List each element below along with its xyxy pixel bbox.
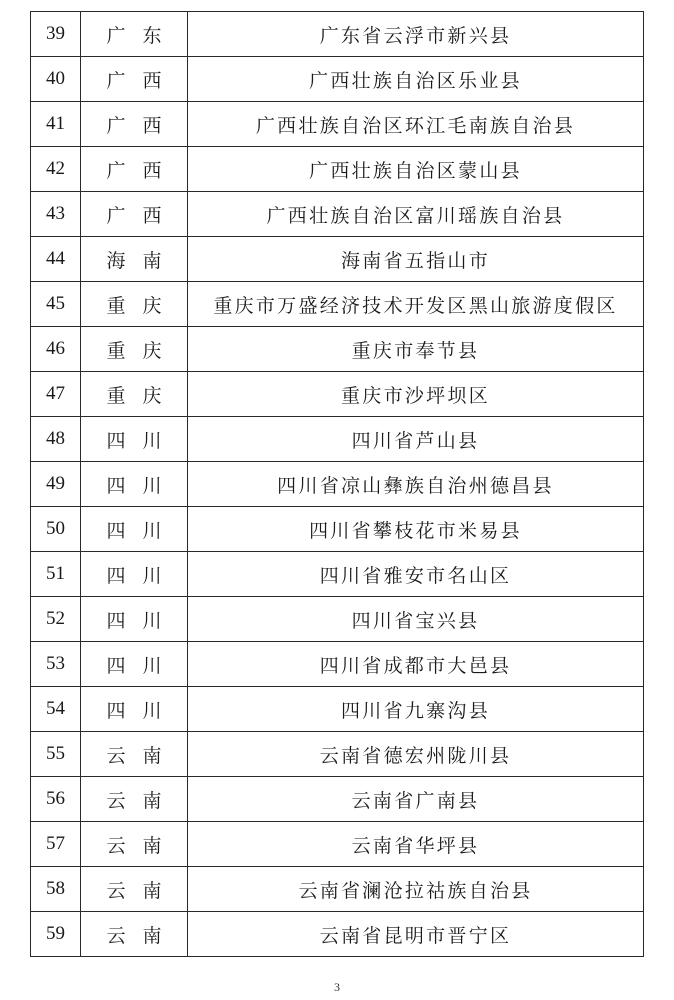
province-cell: 广西 <box>81 192 188 237</box>
region-name-cell: 云南省昆明市晋宁区 <box>188 912 644 957</box>
table-row <box>31 282 644 327</box>
table-row <box>31 552 644 597</box>
row-number-cell: 44 <box>31 237 81 282</box>
province-cell: 四川 <box>81 417 188 462</box>
province-cell: 海南 <box>81 237 188 282</box>
row-number-cell: 42 <box>31 147 81 192</box>
region-name-cell: 广西壮族自治区环江毛南族自治县 <box>188 102 644 147</box>
region-name-cell: 四川省九寨沟县 <box>188 687 644 732</box>
region-name-cell: 重庆市奉节县 <box>188 327 644 372</box>
table-row <box>31 372 644 417</box>
region-name-cell: 广东省云浮市新兴县 <box>188 12 644 57</box>
table-row <box>31 462 644 507</box>
province-cell: 广西 <box>81 147 188 192</box>
region-name-cell: 云南省广南县 <box>188 777 644 822</box>
table-row <box>31 12 644 57</box>
region-name-cell: 云南省澜沧拉祜族自治县 <box>188 867 644 912</box>
table-row <box>31 417 644 462</box>
region-name-cell: 四川省雅安市名山区 <box>188 552 644 597</box>
table-row <box>31 192 644 237</box>
row-number-cell: 45 <box>31 282 81 327</box>
row-number-cell: 41 <box>31 102 81 147</box>
province-cell: 云南 <box>81 867 188 912</box>
table-row <box>31 687 644 732</box>
table-row <box>31 507 644 552</box>
table-row <box>31 237 644 282</box>
region-name-cell: 重庆市沙坪坝区 <box>188 372 644 417</box>
region-name-cell: 云南省德宏州陇川县 <box>188 732 644 777</box>
row-number-cell: 56 <box>31 777 81 822</box>
region-name-cell: 云南省华坪县 <box>188 822 644 867</box>
province-cell: 广西 <box>81 102 188 147</box>
region-name-cell: 广西壮族自治区蒙山县 <box>188 147 644 192</box>
row-number-cell: 54 <box>31 687 81 732</box>
region-name-cell: 重庆市万盛经济技术开发区黑山旅游度假区 <box>188 282 644 327</box>
row-number-cell: 51 <box>31 552 81 597</box>
row-number-cell: 52 <box>31 597 81 642</box>
province-cell: 四川 <box>81 507 188 552</box>
region-name-cell: 四川省凉山彝族自治州德昌县 <box>188 462 644 507</box>
province-cell: 广西 <box>81 57 188 102</box>
row-number-cell: 47 <box>31 372 81 417</box>
table-row <box>31 822 644 867</box>
province-cell: 四川 <box>81 552 188 597</box>
row-number-cell: 55 <box>31 732 81 777</box>
row-number-cell: 48 <box>31 417 81 462</box>
region-name-cell: 四川省宝兴县 <box>188 597 644 642</box>
region-name-cell: 四川省芦山县 <box>188 417 644 462</box>
table-row <box>31 57 644 102</box>
table-row <box>31 147 644 192</box>
region-table <box>30 11 644 957</box>
province-cell: 云南 <box>81 777 188 822</box>
province-cell: 重庆 <box>81 327 188 372</box>
table-body <box>31 12 644 957</box>
row-number-cell: 40 <box>31 57 81 102</box>
row-number-cell: 43 <box>31 192 81 237</box>
province-cell: 四川 <box>81 687 188 732</box>
row-number-cell: 57 <box>31 822 81 867</box>
province-cell: 四川 <box>81 597 188 642</box>
row-number-cell: 58 <box>31 867 81 912</box>
row-number-cell: 39 <box>31 12 81 57</box>
table-row <box>31 912 644 957</box>
province-cell: 云南 <box>81 822 188 867</box>
region-name-cell: 四川省成都市大邑县 <box>188 642 644 687</box>
province-cell: 重庆 <box>81 282 188 327</box>
table-row <box>31 102 644 147</box>
region-name-cell: 海南省五指山市 <box>188 237 644 282</box>
table-row <box>31 732 644 777</box>
province-cell: 广东 <box>81 12 188 57</box>
province-cell: 云南 <box>81 732 188 777</box>
table-row <box>31 867 644 912</box>
page-number: 3 <box>334 980 340 994</box>
region-name-cell: 广西壮族自治区乐业县 <box>188 57 644 102</box>
region-name-cell: 广西壮族自治区富川瑶族自治县 <box>188 192 644 237</box>
table-row <box>31 597 644 642</box>
row-number-cell: 59 <box>31 912 81 957</box>
province-cell: 四川 <box>81 462 188 507</box>
region-name-cell: 四川省攀枝花市米易县 <box>188 507 644 552</box>
table-row <box>31 777 644 822</box>
province-cell: 四川 <box>81 642 188 687</box>
row-number-cell: 49 <box>31 462 81 507</box>
row-number-cell: 50 <box>31 507 81 552</box>
row-number-cell: 53 <box>31 642 81 687</box>
province-cell: 云南 <box>81 912 188 957</box>
province-cell: 重庆 <box>81 372 188 417</box>
table-row <box>31 327 644 372</box>
row-number-cell: 46 <box>31 327 81 372</box>
table-row <box>31 642 644 687</box>
